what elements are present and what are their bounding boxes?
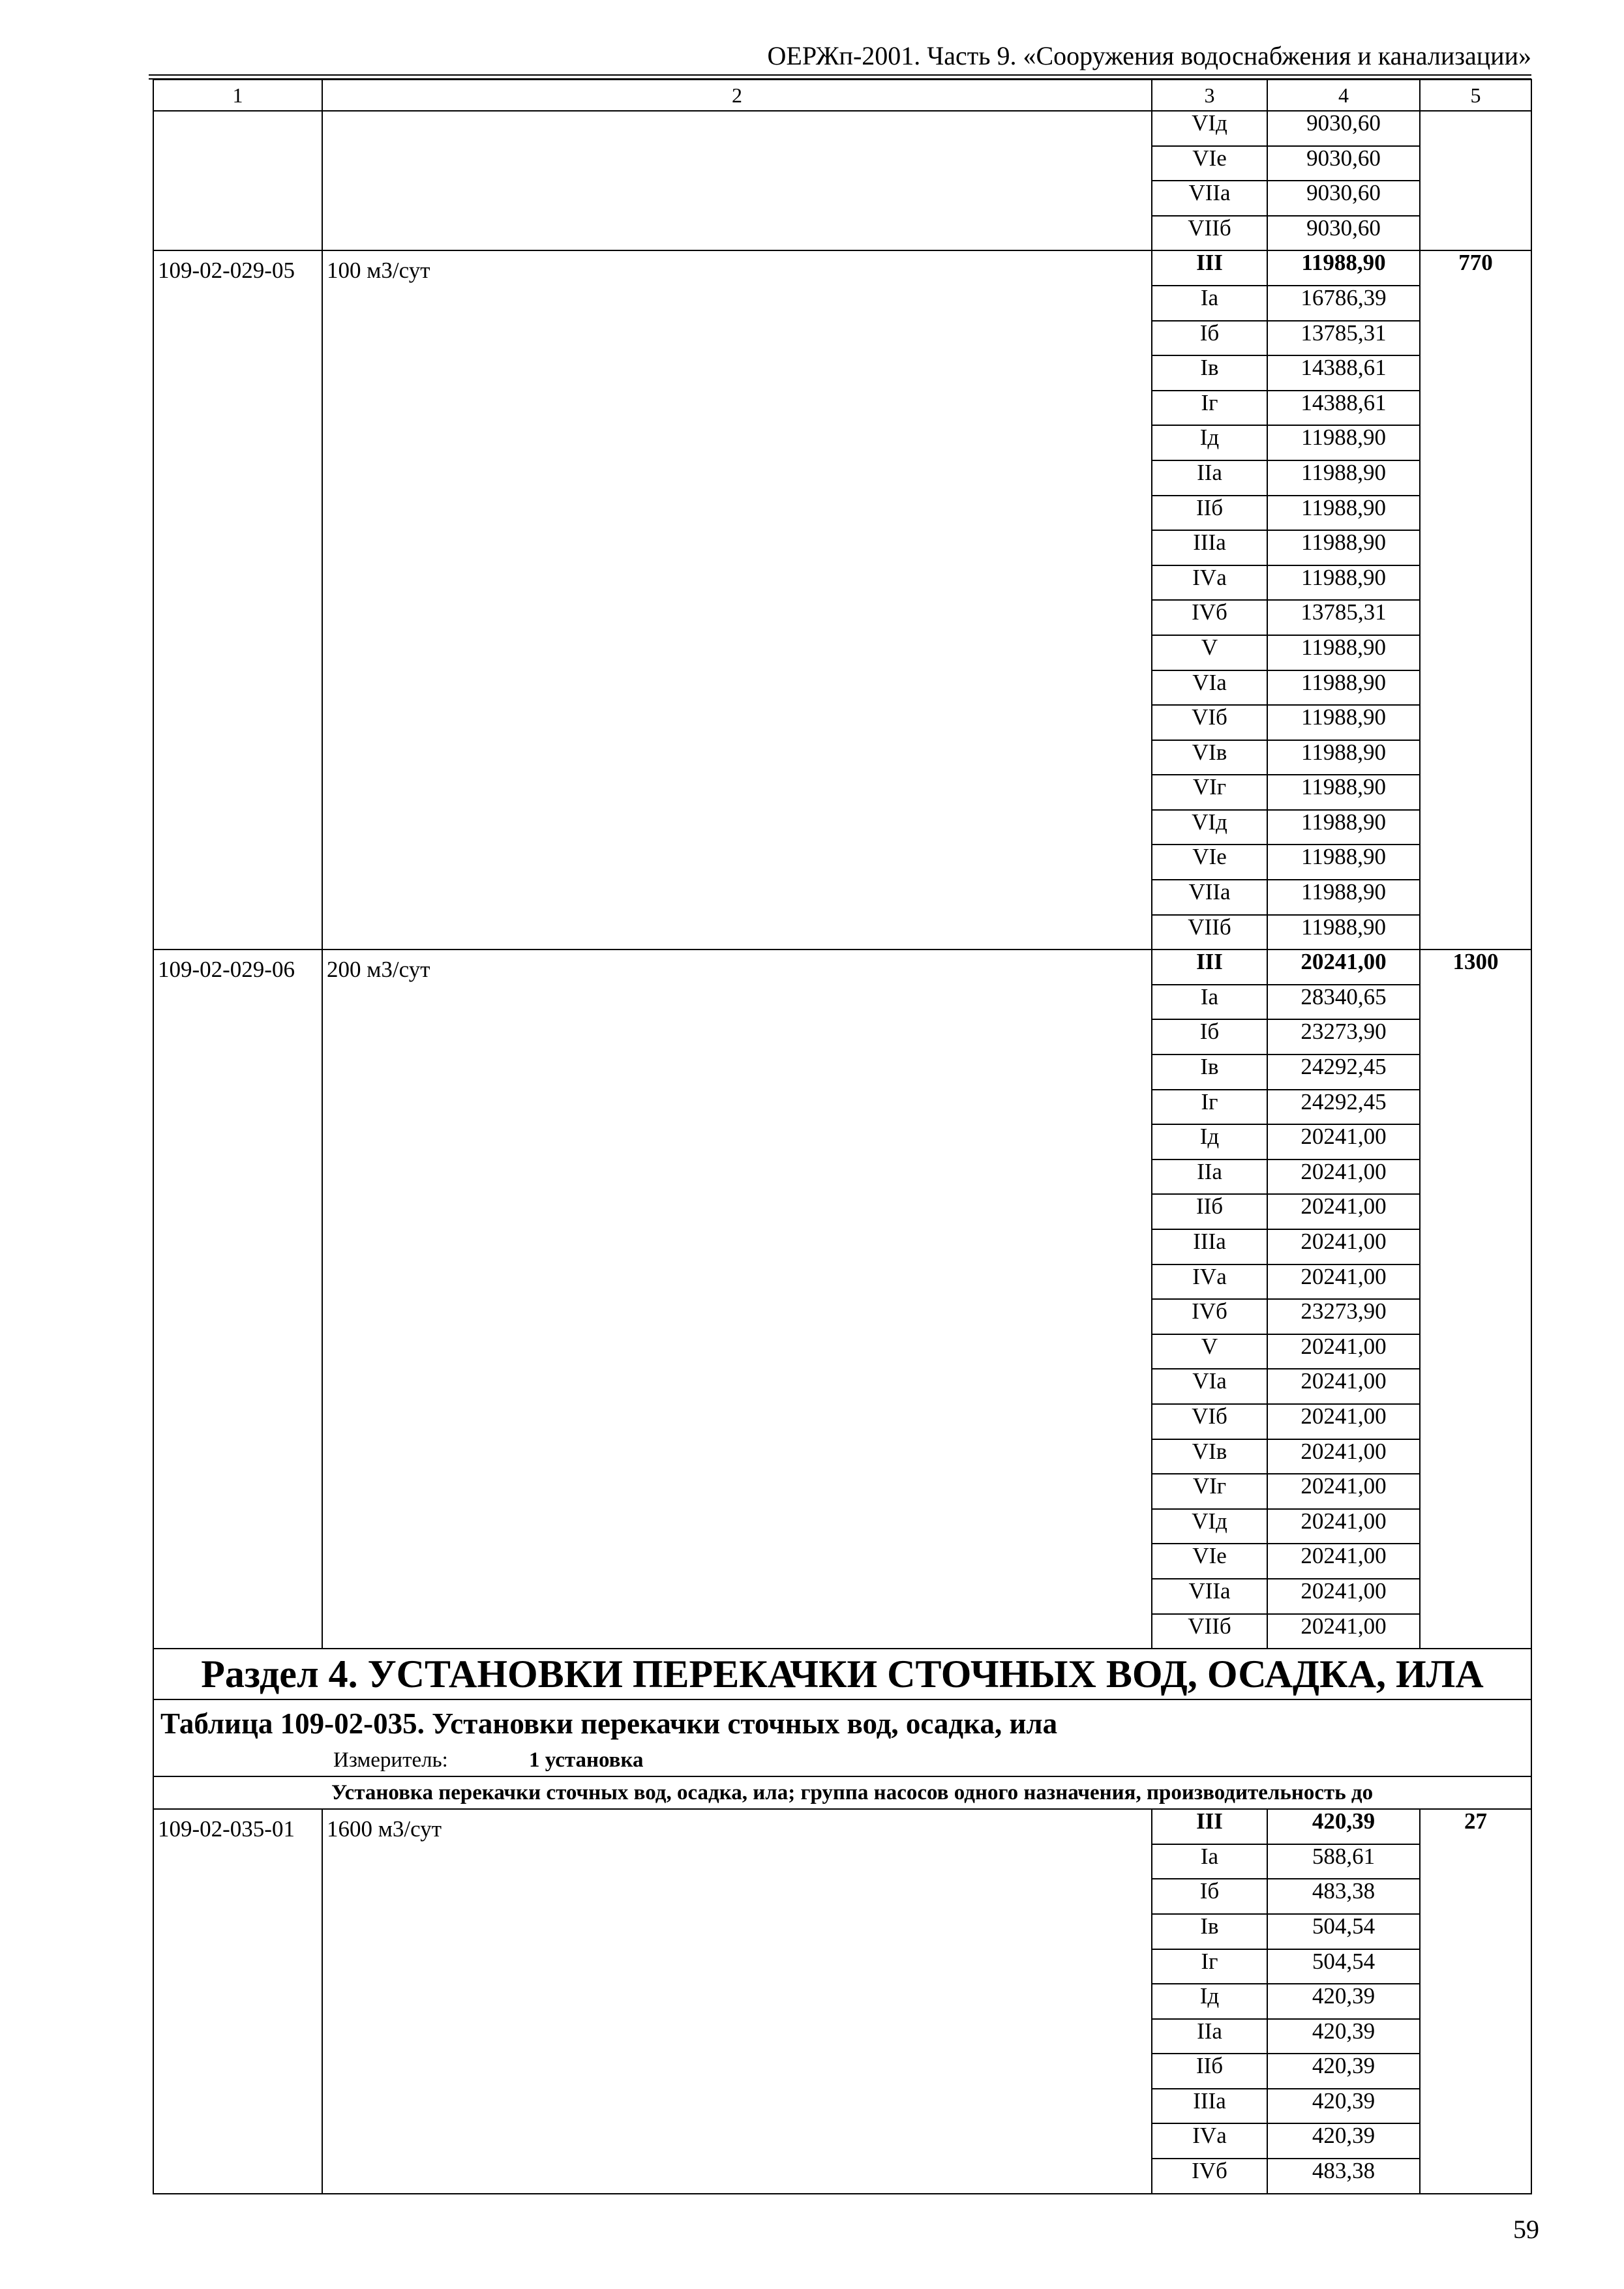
zone-cell: VIд — [1152, 810, 1267, 845]
zone-cell: Iв — [1152, 355, 1267, 391]
zone-cell: IIб — [1152, 1194, 1267, 1229]
column-number: 4 — [1267, 80, 1420, 111]
price-cell: 9030,60 — [1267, 146, 1420, 181]
price-cell: 9030,60 — [1267, 181, 1420, 216]
zone-cell: VIв — [1152, 1439, 1267, 1474]
group-description: Установка перекачки сточных вод, осадка, ила; группа насосов одного назначения, производительность до — [153, 1776, 1531, 1809]
table-row — [153, 111, 1531, 146]
zone-cell: Iд — [1152, 425, 1267, 460]
zone-cell: VIа — [1152, 670, 1267, 706]
price-cell: 588,61 — [1267, 1844, 1420, 1879]
table-title-row — [153, 1699, 1531, 1776]
price-cell: 24292,45 — [1267, 1090, 1420, 1125]
price-cell: 20241,00 — [1267, 1229, 1420, 1264]
zone-cell: VIв — [1152, 740, 1267, 775]
table-title: Таблица 109-02-035. Установки перекачки сточных вод, осадка, ила — [160, 1707, 1058, 1741]
zone-cell: Iг — [1152, 1090, 1267, 1125]
rates-table-body — [153, 80, 1531, 2194]
zone-cell: Iа — [1152, 985, 1267, 1020]
zone-cell: IIIа — [1152, 2089, 1267, 2124]
measure-value: 1 установка — [529, 1748, 644, 1773]
zone-cell: VIе — [1152, 1544, 1267, 1579]
zone-cell: IIб — [1152, 496, 1267, 531]
price-cell: 11988,90 — [1267, 565, 1420, 601]
table-row — [153, 950, 1531, 985]
zone-cell: VIг — [1152, 775, 1267, 810]
zone-cell: VIIб — [1152, 915, 1267, 950]
zone-cell: Iа — [1152, 1844, 1267, 1879]
zone-cell: Iв — [1152, 1055, 1267, 1090]
zone-cell: III — [1152, 950, 1267, 985]
header-rule — [149, 74, 1531, 76]
extra-cell: 1300 — [1420, 950, 1531, 1649]
price-cell: 11988,90 — [1267, 425, 1420, 460]
price-cell: 20241,00 — [1267, 1404, 1420, 1439]
zone-cell: VIе — [1152, 146, 1267, 181]
price-cell: 13785,31 — [1267, 321, 1420, 356]
price-cell: 16786,39 — [1267, 286, 1420, 321]
measure-label: Измеритель: — [333, 1748, 448, 1773]
zone-cell: IVа — [1152, 565, 1267, 601]
section-title: Раздел 4. УСТАНОВКИ ПЕРЕКАЧКИ СТОЧНЫХ ВОД, ОСАДКА, ИЛА — [153, 1649, 1531, 1699]
price-cell: 11988,90 — [1267, 810, 1420, 845]
page-number: 59 — [1513, 2215, 1539, 2244]
price-cell: 23273,90 — [1267, 1019, 1420, 1055]
price-cell: 28340,65 — [1267, 985, 1420, 1020]
price-cell: 11988,90 — [1267, 460, 1420, 496]
price-cell: 11988,90 — [1267, 705, 1420, 740]
zone-cell: Iб — [1152, 1879, 1267, 1914]
zone-cell: IIа — [1152, 2019, 1267, 2054]
zone-cell: IVб — [1152, 2159, 1267, 2194]
zone-cell: VIIа — [1152, 181, 1267, 216]
price-cell: 13785,31 — [1267, 600, 1420, 635]
zone-cell: V — [1152, 635, 1267, 670]
zone-cell: Iг — [1152, 391, 1267, 426]
price-cell: 14388,61 — [1267, 355, 1420, 391]
zone-cell: Iб — [1152, 321, 1267, 356]
zone-cell: VIе — [1152, 845, 1267, 880]
zone-cell: VIIа — [1152, 1579, 1267, 1614]
zone-cell: VIIб — [1152, 1614, 1267, 1649]
zone-cell: III — [1152, 250, 1267, 286]
page-header — [149, 38, 1531, 74]
group-description-row — [153, 1776, 1531, 1809]
rates-table — [153, 79, 1532, 2194]
price-cell: 20241,00 — [1267, 1194, 1420, 1229]
price-cell: 20241,00 — [1267, 1614, 1420, 1649]
zone-cell: VIIа — [1152, 880, 1267, 915]
zone-cell: VIб — [1152, 705, 1267, 740]
table-row — [153, 250, 1531, 286]
price-cell: 20241,00 — [1267, 1334, 1420, 1369]
price-cell: 14388,61 — [1267, 391, 1420, 426]
price-cell: 20241,00 — [1267, 1369, 1420, 1404]
table-title-cell — [153, 1699, 1531, 1776]
price-cell: 11988,90 — [1267, 530, 1420, 565]
header-title: ОЕРЖп-2001. Часть 9. «Сооружения водоснабжения и канализации» — [767, 41, 1531, 70]
extra-cell: 27 — [1420, 1809, 1531, 2194]
zone-cell: IIа — [1152, 1159, 1267, 1195]
price-cell: 20241,00 — [1267, 1159, 1420, 1195]
section-title-row — [153, 1649, 1531, 1699]
description-cell: 200 м3/сут — [322, 950, 1152, 1649]
column-number: 3 — [1152, 80, 1267, 111]
zone-cell: IIIа — [1152, 530, 1267, 565]
price-cell: 24292,45 — [1267, 1055, 1420, 1090]
zone-cell: VIг — [1152, 1474, 1267, 1509]
zone-cell: VIб — [1152, 1404, 1267, 1439]
zone-cell: IIIа — [1152, 1229, 1267, 1264]
price-cell: 420,39 — [1267, 1984, 1420, 2019]
zone-cell: IVб — [1152, 1299, 1267, 1334]
column-number: 5 — [1420, 80, 1531, 111]
price-cell: 20241,00 — [1267, 1544, 1420, 1579]
price-cell: 20241,00 — [1267, 1579, 1420, 1614]
zone-cell: VIд — [1152, 1509, 1267, 1544]
price-cell: 11988,90 — [1267, 845, 1420, 880]
description-cell: 1600 м3/сут — [322, 1809, 1152, 2194]
code-cell: 109-02-029-05 — [153, 250, 322, 950]
zone-cell: IIб — [1152, 2054, 1267, 2089]
description-cell — [322, 111, 1152, 250]
price-cell: 20241,00 — [1267, 1509, 1420, 1544]
price-cell: 483,38 — [1267, 1879, 1420, 1914]
price-cell: 483,38 — [1267, 2159, 1420, 2194]
description-cell: 100 м3/сут — [322, 250, 1152, 950]
zone-cell: VIд — [1152, 111, 1267, 146]
zone-cell: Iб — [1152, 1019, 1267, 1055]
price-cell: 420,39 — [1267, 1809, 1420, 1844]
price-cell: 420,39 — [1267, 2019, 1420, 2054]
price-cell: 504,54 — [1267, 1949, 1420, 1984]
zone-cell: Iд — [1152, 1124, 1267, 1159]
zone-cell: V — [1152, 1334, 1267, 1369]
price-cell: 9030,60 — [1267, 111, 1420, 146]
price-cell: 11988,90 — [1267, 740, 1420, 775]
price-cell: 11988,90 — [1267, 775, 1420, 810]
price-cell: 11988,90 — [1267, 635, 1420, 670]
zone-cell: VIIб — [1152, 216, 1267, 251]
zone-cell: IVа — [1152, 2123, 1267, 2159]
price-cell: 20241,00 — [1267, 1474, 1420, 1509]
zone-cell: VIа — [1152, 1369, 1267, 1404]
zone-cell: IVа — [1152, 1264, 1267, 1300]
price-cell: 11988,90 — [1267, 496, 1420, 531]
zone-cell: Iд — [1152, 1984, 1267, 2019]
column-number-row — [153, 80, 1531, 111]
code-cell: 109-02-035-01 — [153, 1809, 322, 2194]
price-cell: 420,39 — [1267, 2123, 1420, 2159]
price-cell: 11988,90 — [1267, 250, 1420, 286]
price-cell: 20241,00 — [1267, 1124, 1420, 1159]
price-cell: 20241,00 — [1267, 950, 1420, 985]
price-cell: 20241,00 — [1267, 1264, 1420, 1300]
column-number: 2 — [322, 80, 1152, 111]
zone-cell: Iв — [1152, 1914, 1267, 1949]
table-row — [153, 1809, 1531, 1844]
price-cell: 11988,90 — [1267, 670, 1420, 706]
zone-cell: IIа — [1152, 460, 1267, 496]
price-cell: 11988,90 — [1267, 880, 1420, 915]
column-number: 1 — [153, 80, 322, 111]
extra-cell — [1420, 111, 1531, 250]
measure-line — [160, 1747, 1524, 1773]
price-cell: 504,54 — [1267, 1914, 1420, 1949]
price-cell: 9030,60 — [1267, 216, 1420, 251]
price-cell: 11988,90 — [1267, 915, 1420, 950]
code-cell — [153, 111, 322, 250]
zone-cell: IVб — [1152, 600, 1267, 635]
price-cell: 420,39 — [1267, 2054, 1420, 2089]
price-cell: 420,39 — [1267, 2089, 1420, 2124]
price-cell: 23273,90 — [1267, 1299, 1420, 1334]
zone-cell: III — [1152, 1809, 1267, 1844]
code-cell: 109-02-029-06 — [153, 950, 322, 1649]
price-cell: 20241,00 — [1267, 1439, 1420, 1474]
extra-cell: 770 — [1420, 250, 1531, 950]
zone-cell: Iа — [1152, 286, 1267, 321]
zone-cell: Iг — [1152, 1949, 1267, 1984]
